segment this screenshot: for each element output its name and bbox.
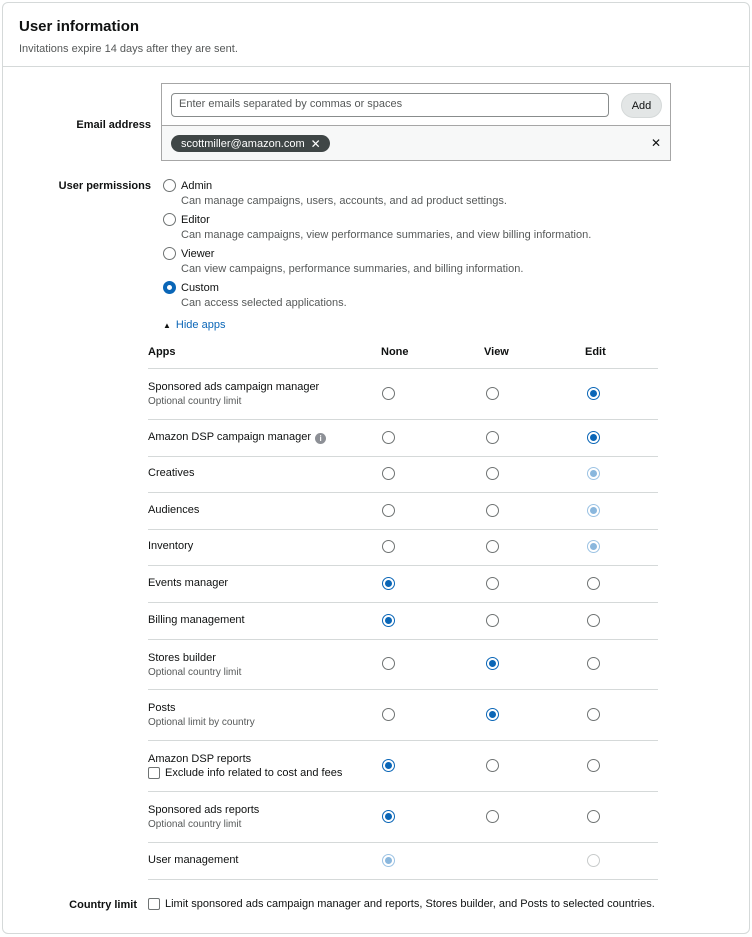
radio-edit[interactable]: [587, 614, 600, 627]
table-row: [148, 689, 658, 740]
permission-option-viewer[interactable]: [163, 247, 523, 275]
exclude-cost-option[interactable]: [148, 767, 342, 779]
radio-none[interactable]: [382, 577, 395, 590]
radio-view[interactable]: [486, 614, 499, 627]
email-input[interactable]: Enter emails separated by commas or spaces: [171, 93, 609, 117]
panel-title: User information: [19, 18, 140, 35]
radio-edit[interactable]: [587, 577, 600, 590]
radio-edit[interactable]: [587, 657, 600, 670]
app-name: Events manager: [148, 576, 229, 589]
radio-view[interactable]: [486, 759, 499, 772]
table-row: [148, 368, 658, 419]
app-name: Audiences: [148, 503, 200, 516]
radio-view[interactable]: [486, 387, 499, 400]
radio-none: [382, 467, 395, 480]
permission-desc: Can manage campaigns, view performance summaries, and view billing information.: [181, 229, 592, 241]
country-limit-option[interactable]: [148, 898, 655, 910]
table-row: [148, 602, 658, 639]
radio-view[interactable]: [486, 657, 499, 670]
exclude-cost-checkbox[interactable]: [148, 767, 160, 779]
table-row: [148, 565, 658, 602]
radio-none[interactable]: [382, 708, 395, 721]
app-name: Stores builder: [148, 652, 216, 664]
permission-option-editor[interactable]: [163, 213, 591, 241]
user-information-panel: [2, 2, 750, 934]
radio-none[interactable]: [382, 759, 395, 772]
radio-edit: [587, 854, 600, 867]
radio-edit[interactable]: [587, 759, 600, 772]
app-name: Creatives: [148, 467, 195, 479]
radio-viewer[interactable]: [163, 247, 176, 260]
email-address-label: Email address: [76, 119, 151, 131]
permission-label: Custom: [181, 281, 219, 294]
radio-none[interactable]: [382, 657, 395, 670]
permission-option-admin[interactable]: [163, 179, 507, 207]
permission-label: Admin: [181, 179, 213, 192]
radio-none[interactable]: [382, 431, 395, 444]
radio-edit[interactable]: [587, 810, 600, 823]
country-limit-checkbox[interactable]: [148, 898, 160, 910]
app-name: User management: [148, 853, 239, 866]
radio-none: [382, 854, 395, 867]
app-name: Sponsored ads campaign manager: [148, 381, 320, 393]
radio-edit: [587, 504, 600, 517]
table-row: [148, 639, 658, 689]
country-limit-checkbox-label: Limit sponsored ads campaign manager and reports, Stores builder, and Posts to selected countries.: [165, 898, 655, 910]
table-row: [148, 529, 658, 565]
remove-chip-icon[interactable]: ✕: [310, 136, 321, 151]
column-header-edit: Edit: [585, 346, 606, 358]
app-name: Sponsored ads reports: [148, 804, 260, 816]
radio-none[interactable]: [382, 387, 395, 400]
radio-none: [382, 540, 395, 553]
radio-view[interactable]: [486, 431, 499, 444]
column-header-apps: Apps: [148, 346, 176, 358]
email-chip-label: scottmiller@amazon.com: [181, 137, 305, 150]
radio-view: [486, 467, 499, 480]
row-divider: [148, 879, 658, 880]
permission-option-custom[interactable]: [163, 281, 347, 309]
panel-header: [3, 3, 749, 67]
radio-edit[interactable]: [587, 708, 600, 721]
table-row: [148, 791, 658, 842]
radio-none[interactable]: [382, 810, 395, 823]
table-row: [148, 740, 658, 791]
app-name: Amazon DSP campaign manager i: [148, 431, 326, 444]
radio-view[interactable]: [486, 577, 499, 590]
table-row: [148, 419, 658, 456]
radio-edit: [587, 540, 600, 553]
radio-none[interactable]: [382, 614, 395, 627]
app-subtext: Optional limit by country: [148, 717, 255, 728]
user-permissions-label: User permissions: [58, 180, 151, 192]
app-subtext: Optional country limit: [148, 667, 242, 678]
column-header-view: View: [484, 346, 509, 358]
radio-view: [486, 504, 499, 517]
radio-view[interactable]: [486, 708, 499, 721]
radio-custom[interactable]: [163, 281, 176, 294]
table-row: [148, 456, 658, 492]
country-limit-label: Country limit: [69, 899, 137, 911]
permission-desc: Can manage campaigns, users, accounts, and ad product settings.: [181, 195, 507, 207]
add-email-button[interactable]: Add: [621, 93, 662, 118]
app-name: Billing management: [148, 613, 245, 626]
app-name: Amazon DSP reports: [148, 753, 252, 765]
clear-all-icon[interactable]: ✕: [650, 136, 661, 150]
permission-label: Viewer: [181, 247, 215, 260]
permission-label: Editor: [181, 213, 210, 226]
radio-edit: [587, 467, 600, 480]
panel-subtitle: Invitations expire 14 days after they are sent.: [19, 43, 238, 55]
app-name: Posts: [148, 702, 176, 714]
hide-apps-link[interactable]: [163, 319, 225, 331]
permission-desc: Can access selected applications.: [181, 297, 347, 309]
email-entry-box: [161, 83, 671, 161]
table-row: [148, 492, 658, 529]
hide-apps-label: Hide apps: [175, 319, 226, 331]
column-header-none: None: [381, 346, 409, 358]
radio-edit[interactable]: [587, 431, 600, 444]
radio-edit[interactable]: [587, 387, 600, 400]
exclude-cost-label: Exclude info related to cost and fees: [165, 767, 343, 779]
email-chip: [171, 135, 330, 152]
radio-none: [382, 504, 395, 517]
chevron-up-icon: ▲: [163, 320, 171, 330]
app-name: Inventory: [148, 540, 194, 552]
info-icon[interactable]: i: [315, 433, 326, 444]
radio-view[interactable]: [486, 810, 499, 823]
radio-admin[interactable]: [163, 179, 176, 192]
permission-desc: Can view campaigns, performance summaries, and billing information.: [181, 263, 524, 275]
app-subtext: Optional country limit: [148, 396, 242, 407]
radio-editor[interactable]: [163, 213, 176, 226]
table-row: [148, 842, 658, 879]
radio-view: [486, 540, 499, 553]
app-subtext: Optional country limit: [148, 819, 242, 830]
